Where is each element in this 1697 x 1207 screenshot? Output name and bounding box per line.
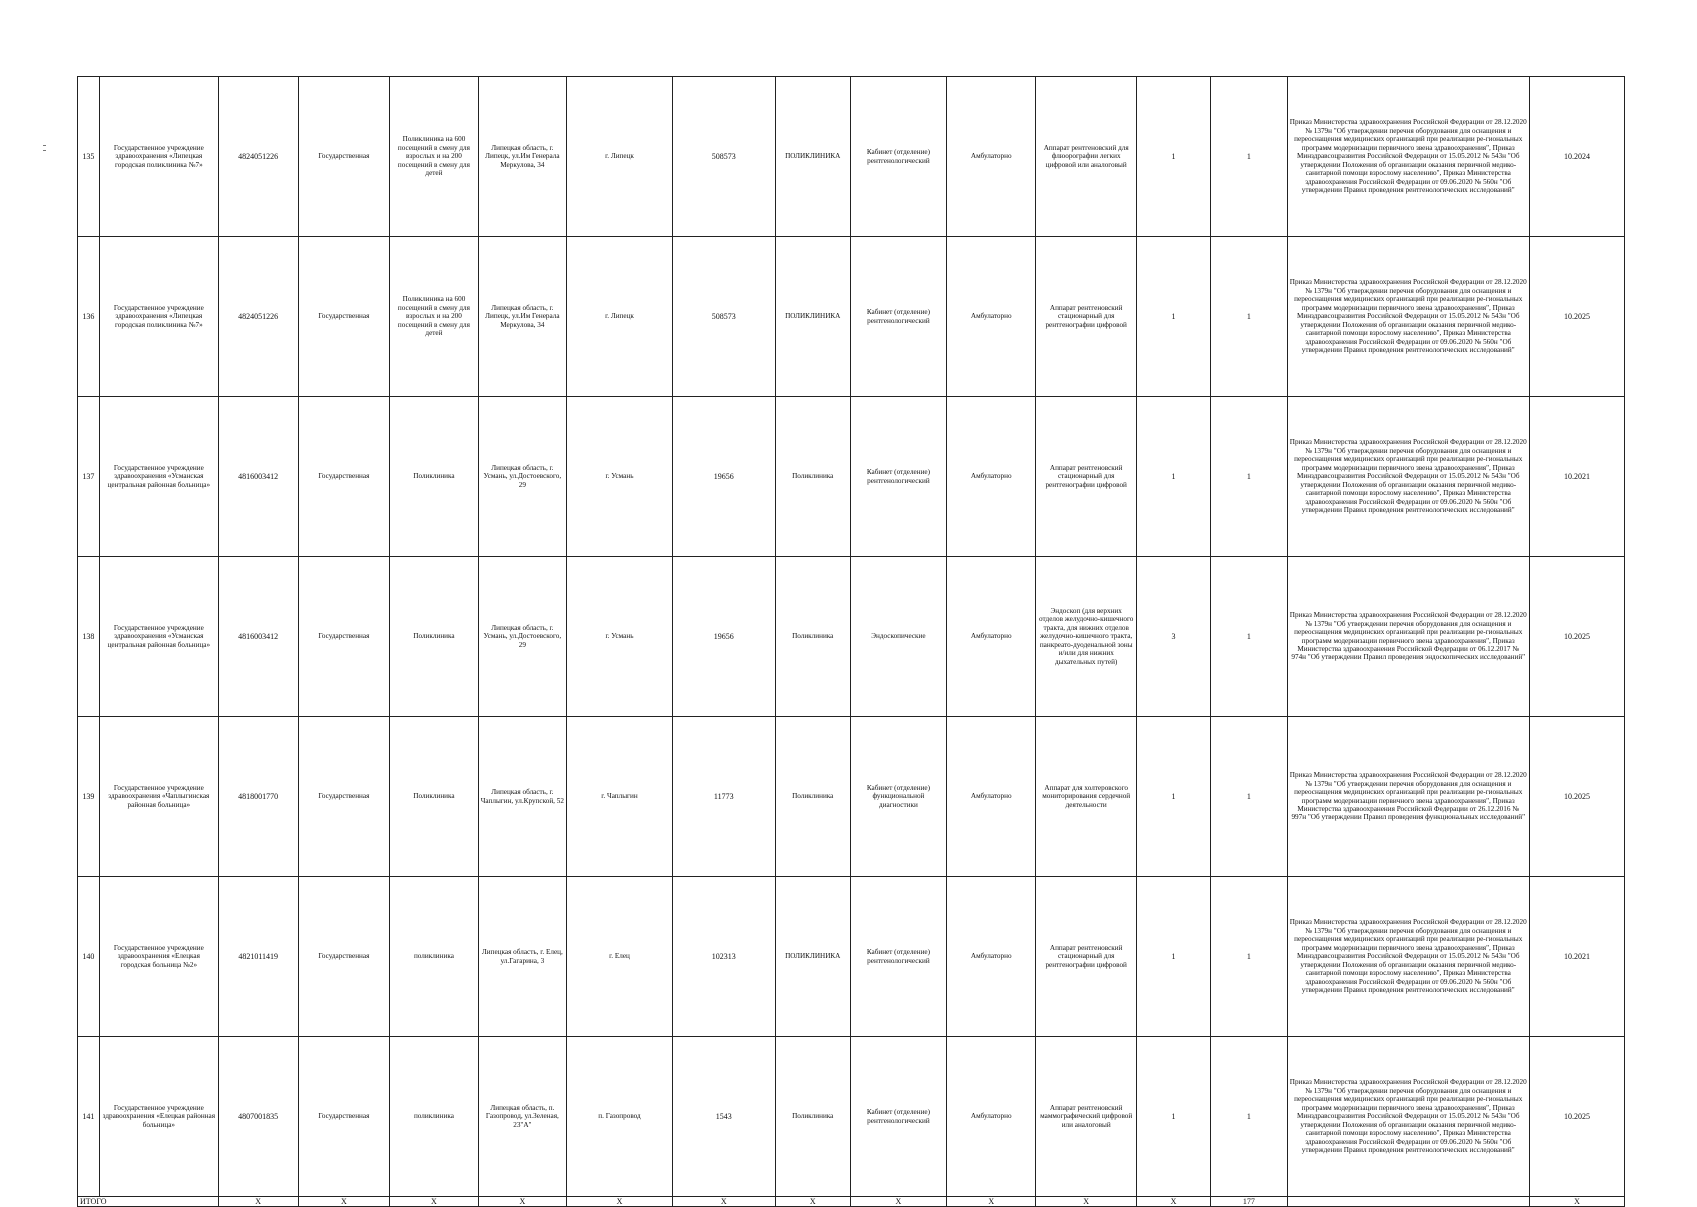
ownership-form: Государственная [298, 717, 390, 877]
delivery-date: 10.2024 [1529, 77, 1624, 237]
facility-type: Поликлиника на 600 посещений в смену для взрослых и на 200 посещений в смену для детей [390, 77, 478, 237]
row-number: 135 [78, 77, 100, 237]
locality: г. Чаплыгин [567, 717, 673, 877]
total-cell: X [850, 1197, 946, 1207]
facility-type: Поликлиника на 600 посещений в смену для взрослых и на 200 посещений в смену для детей [390, 237, 478, 397]
legal-basis: Приказ Министерства здравоохранения Российской Федерации от 28.12.2020 № 1379н "Об утверждении перечня оборудования для оснащения и переоснащения медицинских организаций при реализации ре-гиональных программ модернизации первичного звена здравоохранения", Приказ Минздравсоцразвития Российской Федерации от 15.05.2012 № 543н "Об утверждении Положения об организации оказания первичной медико-санитарной помощи взрослому населению", Приказ Министерства здравоохранения Российской Федерации от 09.06.2020 № 560н "Об утверждении Правил проведения рентгенологических исследований" [1287, 77, 1529, 237]
equipment-name: Аппарат рентгеновский маммографический цифровой или аналоговый [1036, 1037, 1136, 1197]
equipment-name: Аппарат рентгеновский для флюорографии легких цифровой или аналоговый [1036, 77, 1136, 237]
row-number: 140 [78, 877, 100, 1037]
inn-code: 4824051226 [218, 237, 298, 397]
quantity: 1 [1211, 717, 1287, 877]
quantity-norm: 1 [1136, 237, 1210, 397]
locality: г. Усмань [567, 397, 673, 557]
total-basis [1287, 1197, 1529, 1207]
delivery-date: 10.2021 [1529, 877, 1624, 1037]
organization-name: Государственное учреждение здравоохранения «Липецкая городская поликлиника №7» [99, 237, 218, 397]
quantity: 1 [1211, 557, 1287, 717]
table-row [78, 877, 1625, 1037]
address: Липецкая область, г. Усмань, ул.Достоевского, 29 [478, 397, 566, 557]
quantity-norm: 1 [1136, 717, 1210, 877]
legal-basis: Приказ Министерства здравоохранения Российской Федерации от 28.12.2020 № 1379н "Об утверждении перечня оборудования для оснащения и переоснащения медицинских организаций при реализации ре-гиональных программ модернизации первичного звена здравоохранения", Приказ Минздравсоцразвития Российской Федерации от 15.05.2012 № 543н "Об утверждении Положения об организации оказания первичной медико-санитарной помощи взрослому населению", Приказ Министерства здравоохранения Российской Федерации от 09.06.2020 № 560н "Об утверждении Правил проведения рентгенологических исследований" [1287, 237, 1529, 397]
inn-code: 4818001770 [218, 717, 298, 877]
facility-type: Поликлиника [390, 397, 478, 557]
inn-code: 4807001835 [218, 1037, 298, 1197]
locality: г. Елец [567, 877, 673, 1037]
locality: п. Газопровод [567, 1037, 673, 1197]
row-number: 137 [78, 397, 100, 557]
total-cell: X [390, 1197, 478, 1207]
ownership-form: Государственная [298, 1037, 390, 1197]
legal-basis: Приказ Министерства здравоохранения Российской Федерации от 28.12.2020 № 1379н "Об утверждении перечня оборудования для оснащения и переоснащения медицинских организаций при реализации ре-гиональных программ модернизации первичного звена здравоохранения", Приказ Минздравсоцразвития Российской Федерации от 15.05.2012 № 543н "Об утверждении Положения об организации оказания первичной медико-санитарной помощи взрослому населению", Приказ Министерства здравоохранения Российской Федерации от 09.06.2020 № 560н "Об утверждении Правил проведения рентгенологических исследований" [1287, 877, 1529, 1037]
row-number: 141 [78, 1037, 100, 1197]
organization-name: Государственное учреждение здравоохранения «Елецкая городская больница №2» [99, 877, 218, 1037]
address: Липецкая область, г. Елец, ул.Гагарина, 3 [478, 877, 566, 1037]
legal-basis: Приказ Министерства здравоохранения Российской Федерации от 28.12.2020 № 1379н "Об утверждении перечня оборудования для оснащения и переоснащения медицинских организаций при реализации ре-гиональных программ модернизации первичного звена здравоохранения", Приказ Министерства здравоохранения Российской Федерации от 26.12.2016 № 997н "Об утверждении Правил проведения функциональных исследований" [1287, 717, 1529, 877]
table-row [78, 717, 1625, 877]
care-conditions: Амбулаторно [946, 237, 1036, 397]
delivery-date: 10.2025 [1529, 1037, 1624, 1197]
department-unit: Кабинет (отделение) рентгенологический [850, 397, 946, 557]
legal-basis: Приказ Министерства здравоохранения Российской Федерации от 28.12.2020 № 1379н "Об утверждении перечня оборудования для оснащения и переоснащения медицинских организаций при реализации ре-гиональных программ модернизации первичного звена здравоохранения", Приказ Министерства здравоохранения Российской Федерации от 06.12.2017 № 974н "Об утверждении Правил проведения эндоскопических исследований" [1287, 557, 1529, 717]
population-count: 508573 [672, 77, 775, 237]
facility-type: Поликлиника [390, 557, 478, 717]
address: Липецкая область, г. Усмань, ул.Достоевского, 29 [478, 557, 566, 717]
department-unit: Кабинет (отделение) функциональной диагностики [850, 717, 946, 877]
facility-type: поликлиника [390, 877, 478, 1037]
table-row [78, 77, 1625, 237]
quantity: 1 [1211, 877, 1287, 1037]
address: Липецкая область, г. Липецк, ул.Им Генерала Меркулова, 34 [478, 77, 566, 237]
equipment-name: Аппарат рентгеновский стационарный для рентгенографии цифровой [1036, 877, 1136, 1037]
organization-name: Государственное учреждение здравоохранения «Липецкая городская поликлиника №7» [99, 77, 218, 237]
address: Липецкая область, г. Липецк, ул.Им Генерала Меркулова, 34 [478, 237, 566, 397]
total-cell: X [1136, 1197, 1210, 1207]
care-conditions: Амбулаторно [946, 77, 1036, 237]
subdivision: Поликлиника [775, 717, 850, 877]
population-count: 19656 [672, 557, 775, 717]
quantity-norm: 1 [1136, 77, 1210, 237]
organization-name: Государственное учреждение здравоохранения «Елецкая районная больница» [99, 1037, 218, 1197]
total-date: X [1529, 1197, 1624, 1207]
quantity: 1 [1211, 1037, 1287, 1197]
quantity: 1 [1211, 397, 1287, 557]
ownership-form: Государственная [298, 77, 390, 237]
organization-name: Государственное учреждение здравоохранения «Усманская центральная районная больница» [99, 397, 218, 557]
care-conditions: Амбулаторно [946, 717, 1036, 877]
inn-code: 4816003412 [218, 397, 298, 557]
quantity: 1 [1211, 237, 1287, 397]
facility-type: поликлиника [390, 1037, 478, 1197]
quantity-norm: 1 [1136, 397, 1210, 557]
population-count: 1543 [672, 1037, 775, 1197]
table-row [78, 237, 1625, 397]
equipment-name: Аппарат для холтеровского мониторирования сердечной деятельности [1036, 717, 1136, 877]
address: Липецкая область, п. Газопровод, ул.Зеленая, 23"А" [478, 1037, 566, 1197]
total-row [78, 1197, 1625, 1207]
delivery-date: 10.2025 [1529, 557, 1624, 717]
quantity-norm: 3 [1136, 557, 1210, 717]
population-count: 508573 [672, 237, 775, 397]
subdivision: Поликлиника [775, 557, 850, 717]
equipment-name: Эндоскоп (для верхних отделов желудочно-кишечного тракта, для нижних отделов желудочно-кишечного тракта, панкреато-дуоденальной зоны и/или для нижних дыхательных путей) [1036, 557, 1136, 717]
legal-basis: Приказ Министерства здравоохранения Российской Федерации от 28.12.2020 № 1379н "Об утверждении перечня оборудования для оснащения и переоснащения медицинских организаций при реализации ре-гиональных программ модернизации первичного звена здравоохранения", Приказ Минздравсоцразвития Российской Федерации от 15.05.2012 № 543н "Об утверждении Положения об организации оказания первичной медико-санитарной помощи взрослому населению", Приказ Министерства здравоохранения Российской Федерации от 09.06.2020 № 560н "Об утверждении Правил проведения рентгенологических исследований" [1287, 397, 1529, 557]
facility-type: Поликлиника [390, 717, 478, 877]
table-body [78, 77, 1625, 1197]
equipment-register-table [77, 76, 1625, 1207]
subdivision: ПОЛИКЛИНИКА [775, 77, 850, 237]
scan-artifact [43, 150, 46, 151]
total-label: ИТОГО [78, 1197, 219, 1207]
legal-basis: Приказ Министерства здравоохранения Российской Федерации от 28.12.2020 № 1379н "Об утверждении перечня оборудования для оснащения и переоснащения медицинских организаций при реализации ре-гиональных программ модернизации первичного звена здравоохранения", Приказ Минздравсоцразвития Российской Федерации от 15.05.2012 № 543н "Об утверждении Положения об организации оказания первичной медико-санитарной помощи взрослому населению", Приказ Министерства здравоохранения Российской Федерации от 09.06.2020 № 560н "Об утверждении Правил проведения рентгенологических исследований" [1287, 1037, 1529, 1197]
inn-code: 4816003412 [218, 557, 298, 717]
equipment-name: Аппарат рентгеновский стационарный для рентгенографии цифровой [1036, 397, 1136, 557]
department-unit: Эндоскопические [850, 557, 946, 717]
ownership-form: Государственная [298, 877, 390, 1037]
department-unit: Кабинет (отделение) рентгенологический [850, 237, 946, 397]
subdivision: Поликлиника [775, 397, 850, 557]
delivery-date: 10.2021 [1529, 397, 1624, 557]
locality: г. Усмань [567, 557, 673, 717]
equipment-name: Аппарат рентгеновский стационарный для рентгенографии цифровой [1036, 237, 1136, 397]
locality: г. Липецк [567, 237, 673, 397]
total-cell: X [775, 1197, 850, 1207]
inn-code: 4824051226 [218, 77, 298, 237]
department-unit: Кабинет (отделение) рентгенологический [850, 77, 946, 237]
care-conditions: Амбулаторно [946, 1037, 1036, 1197]
quantity-norm: 1 [1136, 877, 1210, 1037]
ownership-form: Государственная [298, 397, 390, 557]
row-number: 139 [78, 717, 100, 877]
address: Липецкая область, г. Чаплыгин, ул.Крупской, 52 [478, 717, 566, 877]
table-row [78, 1037, 1625, 1197]
ownership-form: Государственная [298, 237, 390, 397]
total-sum: 177 [1211, 1197, 1287, 1207]
total-cell: X [946, 1197, 1036, 1207]
organization-name: Государственное учреждение здравоохранения «Усманская центральная районная больница» [99, 557, 218, 717]
total-cell: X [298, 1197, 390, 1207]
scan-artifact [43, 145, 46, 146]
organization-name: Государственное учреждение здравоохранения «Чаплыгинская районная больница» [99, 717, 218, 877]
department-unit: Кабинет (отделение) рентгенологический [850, 877, 946, 1037]
table-row [78, 397, 1625, 557]
table-total [78, 1197, 1625, 1207]
total-cell: X [218, 1197, 298, 1207]
care-conditions: Амбулаторно [946, 397, 1036, 557]
row-number: 138 [78, 557, 100, 717]
department-unit: Кабинет (отделение) рентгенологический [850, 1037, 946, 1197]
subdivision: ПОЛИКЛИНИКА [775, 877, 850, 1037]
population-count: 11773 [672, 717, 775, 877]
population-count: 19656 [672, 397, 775, 557]
quantity: 1 [1211, 77, 1287, 237]
subdivision: ПОЛИКЛИНИКА [775, 237, 850, 397]
inn-code: 4821011419 [218, 877, 298, 1037]
care-conditions: Амбулаторно [946, 557, 1036, 717]
total-cell: X [1036, 1197, 1136, 1207]
table-row [78, 557, 1625, 717]
care-conditions: Амбулаторно [946, 877, 1036, 1037]
ownership-form: Государственная [298, 557, 390, 717]
total-cell: X [567, 1197, 673, 1207]
delivery-date: 10.2025 [1529, 237, 1624, 397]
quantity-norm: 1 [1136, 1037, 1210, 1197]
total-cell: X [478, 1197, 566, 1207]
population-count: 102313 [672, 877, 775, 1037]
subdivision: Поликлиника [775, 1037, 850, 1197]
total-cell: X [672, 1197, 775, 1207]
delivery-date: 10.2025 [1529, 717, 1624, 877]
locality: г. Липецк [567, 77, 673, 237]
row-number: 136 [78, 237, 100, 397]
